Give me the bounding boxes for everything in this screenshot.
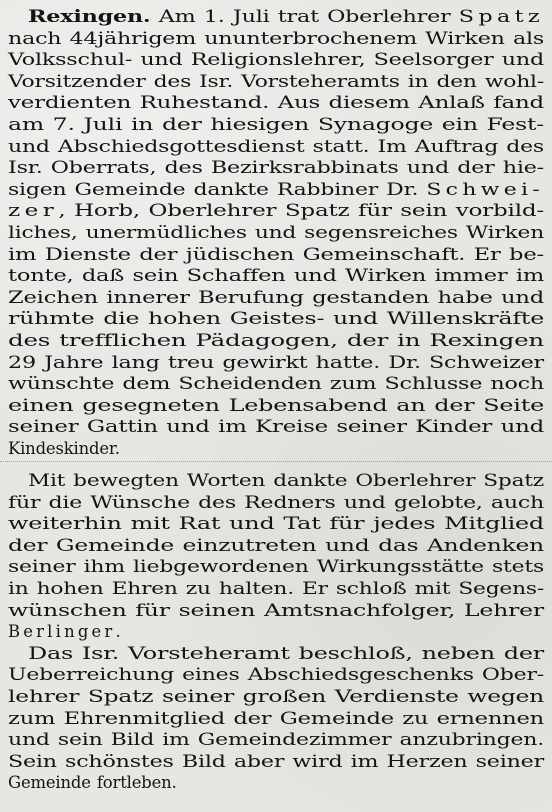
- text-line-content: [8, 686, 544, 708]
- text-run: Ueberreichung eines Abschiedsgeschenks Ober-: [8, 665, 544, 685]
- text-line-content: [8, 222, 544, 244]
- text-run: tonte, daß sein Schaffen und Wirken immer im: [8, 266, 544, 286]
- text-line-content: [8, 492, 544, 514]
- text-run: Mit bewegten Worten dankte Oberlehrer Spatz: [28, 471, 544, 490]
- spaced-name: Spatz: [458, 7, 544, 26]
- text-run: am 7. Juli in der hiesigen Synagoge ein Fest-: [8, 114, 544, 134]
- text-line: [8, 729, 544, 751]
- text-line-content: [28, 470, 544, 492]
- text-line: [8, 470, 544, 492]
- text-line: [8, 265, 544, 287]
- text-run: .: [115, 622, 121, 642]
- text-line: [8, 686, 544, 708]
- text-line: [8, 416, 544, 438]
- text-line-content: [8, 708, 544, 730]
- text-run: rühmte die hohen Geistes- und Willenskräfte: [8, 309, 544, 329]
- text-run: Sein schönstes Bild aber wird im Herzen seiner: [8, 751, 544, 771]
- text-run: Am 1. Juli trat Oberlehrer: [150, 7, 459, 26]
- text-run: seiner Gattin und im Kreise seiner Kinder und: [8, 417, 544, 437]
- text-line: [8, 71, 544, 93]
- text-run: Kindeskinder.: [8, 438, 120, 458]
- text-line-content: [8, 438, 120, 460]
- text-line: [8, 157, 544, 179]
- text-run: Zeichen innerer Berufung gestanden habe und: [8, 287, 544, 307]
- spaced-name: Berlinger: [8, 622, 116, 642]
- text-line: [8, 600, 544, 622]
- text-line: [8, 772, 544, 794]
- text-line-content: [8, 157, 544, 179]
- text-line-content: [8, 556, 544, 578]
- text-run: und sein Bild im Gemeindezimmer anzubringen.: [8, 730, 544, 750]
- text-line-content: [28, 643, 544, 665]
- text-line: [8, 556, 544, 578]
- text-line-content: [8, 200, 544, 222]
- article-dateline: Rexingen.: [28, 7, 151, 26]
- text-line: [8, 621, 544, 643]
- text-line: [8, 222, 544, 244]
- text-line: [8, 308, 544, 330]
- text-line-content: [8, 287, 544, 309]
- text-line: [8, 352, 544, 374]
- text-line-content: [8, 373, 544, 395]
- text-run: wünschte dem Scheidenden zum Schlusse noch: [8, 374, 544, 394]
- text-run: wünschen für seinen Amtsnachfolger, Lehrer: [8, 600, 544, 620]
- text-line-content: [8, 28, 544, 50]
- text-line: [8, 535, 544, 557]
- text-run: einen gesegneten Lebensabend an der Seite: [8, 395, 544, 415]
- text-run: 29 Jahre lang treu gewirkt hatte. Dr. Schweizer: [8, 352, 544, 372]
- text-line: [8, 136, 544, 158]
- text-line-content: [8, 352, 544, 374]
- text-line: [8, 330, 544, 352]
- text-line: [8, 179, 544, 201]
- text-run: Volksschul- und Religionslehrer, Seelsorger und: [8, 50, 544, 70]
- text-line-content: [8, 308, 544, 330]
- text-line: [8, 49, 544, 71]
- text-line: [8, 28, 544, 50]
- text-run: Vorsitzender des Isr. Vorsteheramts in den wohl-: [8, 71, 544, 91]
- text-line: [8, 244, 544, 266]
- text-line: [8, 438, 544, 460]
- text-run: für die Wünsche des Redners und gelobte, auch: [8, 492, 544, 512]
- text-run: sigen Gemeinde dankte Rabbiner Dr.: [8, 179, 427, 199]
- text-run: zum Ehrenmitglied der Gemeinde zu ernennen: [8, 708, 544, 728]
- text-line: [8, 643, 544, 665]
- text-line-content: [8, 92, 544, 114]
- text-line-content: [8, 136, 544, 158]
- text-line: [8, 114, 544, 136]
- text-run: und Abschiedsgottesdienst statt. Im Auftrag des: [8, 136, 544, 156]
- text-line-content: [28, 6, 544, 28]
- text-run: Das Isr. Vorsteheramt beschloß, neben der: [28, 643, 544, 663]
- text-line-content: [8, 751, 544, 773]
- text-line: [8, 492, 544, 514]
- text-run: nach 44jährigem ununterbrochenem Wirken als: [8, 28, 544, 48]
- text-line-content: [8, 729, 544, 751]
- text-line: [8, 513, 544, 535]
- text-run: in hohen Ehren zu halten. Er schloß mit Segens-: [8, 578, 544, 598]
- text-line-content: [8, 578, 544, 600]
- text-run: Gemeinde fortleben.: [8, 773, 177, 793]
- text-line-content: [8, 535, 544, 557]
- text-line-content: [8, 179, 544, 201]
- text-line-content: [8, 114, 544, 136]
- text-line: [8, 92, 544, 114]
- text-run: , Horb, Oberlehrer Spatz für sein vorbild-: [58, 201, 545, 221]
- text-run: lehrer Spatz seiner großen Verdienste wegen: [8, 686, 544, 706]
- text-line: [8, 395, 544, 417]
- text-run: im Dienste der jüdischen Gemeinschaft. Er be-: [8, 244, 544, 264]
- text-line: [8, 200, 544, 222]
- text-line-content: [8, 265, 544, 287]
- text-line-content: [8, 49, 544, 71]
- text-line: [8, 664, 544, 686]
- text-line-content: [8, 395, 544, 417]
- text-line-content: [8, 772, 177, 794]
- text-line-content: [8, 244, 544, 266]
- text-line-content: [8, 621, 121, 643]
- text-run: liches, unermüdliches und segensreiches Wirken: [8, 222, 544, 242]
- text-line-content: [8, 664, 544, 686]
- text-run: verdienten Ruhestand. Aus diesem Anlaß fand: [8, 93, 544, 113]
- text-line-content: [8, 71, 544, 93]
- text-line: [8, 708, 544, 730]
- text-run: der Gemeinde einzutreten und das Andenken: [8, 535, 544, 555]
- text-line-content: [8, 513, 544, 535]
- text-line: [8, 751, 544, 773]
- paragraph-separator: [0, 461, 552, 462]
- text-line-content: [8, 600, 544, 622]
- spaced-name: zer: [8, 201, 59, 221]
- spaced-name: Schwei-: [426, 179, 544, 199]
- text-line-content: [8, 416, 544, 438]
- text-line: [8, 578, 544, 600]
- text-run: weiterhin mit Rat und Tat für jedes Mitglied: [8, 514, 544, 534]
- text-run: des trefflichen Pädagogen, der in Rexingen: [8, 330, 544, 350]
- text-line: [8, 6, 544, 28]
- article-paragraph-2: [8, 470, 544, 794]
- text-line: [8, 287, 544, 309]
- article-paragraph-1: [8, 6, 544, 459]
- text-run: seiner ihm liebgewordenen Wirkungsstätte stets: [8, 557, 544, 577]
- text-line-content: [8, 330, 544, 352]
- text-line: [8, 373, 544, 395]
- text-run: Isr. Oberrats, des Bezirksrabbinats und der hie-: [8, 158, 544, 178]
